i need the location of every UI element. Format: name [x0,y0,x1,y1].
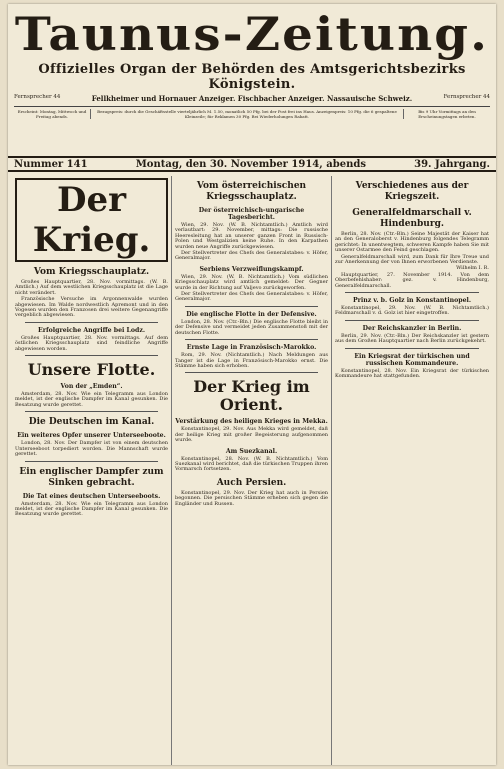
article-text: Rom, 29. Nov. (Nichtamtlich.) Nach Meldungen aus Tanger ist die Lage in Französisch-Marokko ernst. Die Stämme haben sich erhoben. [175,352,328,369]
masthead-subline [8,94,496,103]
article-text: Konstantinopel, 28. Nov. (W. B. Nichtamtlich.) Vom Suezkanal wird berichtet, daß die türkischen Truppen ihren Vormarsch fortsetzen. [175,455,328,473]
heading-council: Ein Kriegsrat der türkischen und russischen Kommandeure. [354,352,470,367]
article-text: Großes Hauptquartier, 28. Nov. vormittags. (W. B. Amtlich.) Auf dem westlichen Kriegsschauplatz ist die Lage nicht verändert. [15,279,168,296]
heading-austria: Vom österreichischen Kriegsschauplatz. [196,181,307,202]
volume-year: 39. Jahrgang. [414,158,490,170]
heading-deed: Die Tat eines deutschen Unterseeboots. [22,492,161,500]
heading-suez: Am Suezkanal. [225,447,278,455]
heading-serbia: Serbiens Verzweiflungskampf. [199,265,304,273]
war-banner: Der Krieg. [15,178,168,262]
phone-right: Fernsprecher 44 [443,94,490,100]
column-1 [12,176,172,765]
dateline [8,156,496,172]
heading-hindenburg: Generalfeldmarschall v. Hindenburg. [352,208,472,229]
heading-orient: Der Krieg im Orient. [193,377,310,415]
divider [345,292,479,293]
signature-kaiser: Wilhelm I. R. [456,265,489,272]
newspaper-page [8,4,496,765]
phone-left: Fernsprecher 44 [14,94,61,100]
divider [25,411,158,412]
article-columns [12,176,492,765]
column-2 [172,176,332,765]
issue-date: Montag, den 30. November 1914, abends [135,158,366,170]
article-text: Amsterdam, 28. Nov. Wie ein Telegramm aus London meldet, ist der englische Dampfer im Kanal gesunken. Die Besatzung wurde gerettet. [15,500,168,518]
heading-steamer: Ein englischer Dampfer zum Sinken gebracht. [19,466,164,488]
divider [345,348,479,349]
divider [25,461,158,462]
article-text: Berlin, 28. Nov. (Ctr.-Bln.) Seine Majestät der Kaiser hat an den Generaloberst v. Hindenburg folgendes Telegramm gerichtet: In unentwegtem, schweren Kampfe haben Sie mit unserer Ostarmee den Feind geschlagen. [335,231,489,254]
article-text: Hauptquartier, 27. November 1914. Von dem Oberbefehlshaber: gez. v. Hindenburg, Generalfeldmarschall. [335,271,489,289]
divider [185,339,318,340]
heading-fleet: Unsere Flotte. [27,360,156,380]
article-text: Der Stellvertreter des Chefs des Generalstabes: v. Höfer, Generalmajor. [175,291,328,303]
heading-persia: Auch Persien. [216,477,287,488]
article-text: Generalfeldmarschall wird, zum Dank für Ihre Treue und zur Anerkennung der von Ihnen erworbenen Verdienste. [335,253,489,266]
newspaper-subtitle: Offizielles Organ der Behörden des Amtsgerichtsbezirks Königstein. [38,62,466,92]
heading-chancellor: Der Reichskanzler in Berlin. [362,324,462,332]
heading-england: Die englische Flotte in der Defensive. [186,310,317,318]
heading-emden: Von der „Emden“. [60,383,123,391]
heading-west: Vom Kriegsschauplatz. [33,267,150,277]
notice-center: Bezugspreis: durch die Geschäftsstelle vierteljährlich M. 1.50, monatlich 50 Pfg. bei der Post frei ins Haus. Anzeigenpreis: 10 Pfg. die 6 gespaltene Kleinzeile; für Reklamen 30 Pfg. Bei Wiederholungen Rabatt. [90,109,404,119]
divider [345,320,479,321]
divider [25,355,158,356]
article-text: Französische Versuche im Argonnenwalde wurden abgewiesen. Im Walde nordwestlich Apremont und in den Vogesen wurden den Franzosen drei weitere Gegenangriffe vergeblich abgewiesen. [15,296,168,319]
divider [185,306,318,307]
heading-daily-report: Der österreichisch-ungarische Tagesbericht. [198,207,305,221]
article-text: Wien, 29. Nov. (W. B. Nichtamtlich.) Amtlich wird verlautbart: 29. November, mittags: Die russische Heeresleitung hat an unserer ganzen Front in Russisch-Polen und Westgalizien keine Ruhe. In den Karpathen wurden neue Angriffe zurückgewiesen. [175,222,328,250]
heading-lodz: Erfolgreiche Angriffe bei Lodz. [38,326,145,334]
masthead [8,4,496,119]
article-text: Konstantinopel, 29. Nov. Der Krieg hat auch in Persien begonnen. Die persischen Stämme erheben sich gegen die Engländer und Russen. [175,489,328,507]
heading-morocco: Ernste Lage in Französisch-Marokko. [186,344,317,352]
article-text: Der Stellvertreter des Chefs des Generalstabes: v. Höfer, Generalmajor. [175,250,328,262]
notice-right: Bis 9 Uhr Vormittags an den Erscheinungstagen erbeten. [418,109,476,119]
notice-left: Erscheint: Montag, Mittwoch und Freitag abends. [17,109,87,119]
issue-number: Nummer 141 [14,158,88,170]
heading-misc: Verschiedenes aus der Kriegszeit. [355,181,469,202]
divider [25,322,158,323]
article-text: London, 28. Nov. (Ctr.-Bln.) Die englische Flotte bleibt in der Defensive und vermeidet jeden Zusammenstoß mit der deutschen Flotte. [175,318,328,336]
article-text: Konstantinopel, 29. Nov. (W. B. Nichtamtlich.) Feldmarschall v. d. Golz ist hier eingetroffen. [335,305,489,317]
article-text: London, 28. Nov. Der Dampfer ist von einem deutschen Unterseeboot torpediert worden. Die Mannschaft wurde gerettet. [15,440,168,458]
heading-loss: Ein weiteres Opfer unserer Unterseeboote. [17,432,166,440]
subscription-notice [14,106,490,119]
article-text: Konstantinopel, 29. Nov. Aus Mekka wird gemeldet, daß der heilige Krieg mit großer Begeisterung aufgenommen wurde. [175,426,328,444]
article-text: Konstantinopel, 28. Nov. Ein Kriegsrat der türkischen Kommandeure hat stattgefunden. [335,367,489,380]
article-text: Wien, 29. Nov. (W. B. Nichtamtlich.) Vom südlichen Kriegsschauplatz wird amtlich gemeldet: Der Gegner wurde in der Richtung auf Valjevo zurückgeworfen. [175,273,328,291]
divider [185,372,318,373]
heading-golz: Prinz v. b. Golz in Konstantinopel. [352,297,472,305]
article-text: Amsterdam, 28. Nov. Wie ein Telegramm aus London meldet, ist der englische Dampfer im Kanal gesunken. Die Besatzung wurde gerettet. [15,391,168,408]
column-3 [332,176,492,765]
heading-mecca: Verstärkung des heiligen Krieges in Mekka. [175,418,328,426]
article-text: Großes Hauptquartier, 28. Nov. vormittags. Auf dem östlichen Kriegsschauplatz sind feindliche Angriffe abgewiesen worden. [15,334,168,352]
supplement-titles: Fellkheimer und Hornauer Anzeiger. Fischbacher Anzeiger. Nassauische Schweiz. [91,94,413,103]
article-text: Berlin, 29. Nov. (Ctr.-Bln.) Der Reichskanzler ist gestern aus dem Großen Hauptquartier nach Berlin zurückgekehrt. [335,332,489,345]
heading-channel: Die Deutschen im Kanal. [28,417,155,428]
newspaper-title: Taunus-Zeitung. [14,7,490,61]
